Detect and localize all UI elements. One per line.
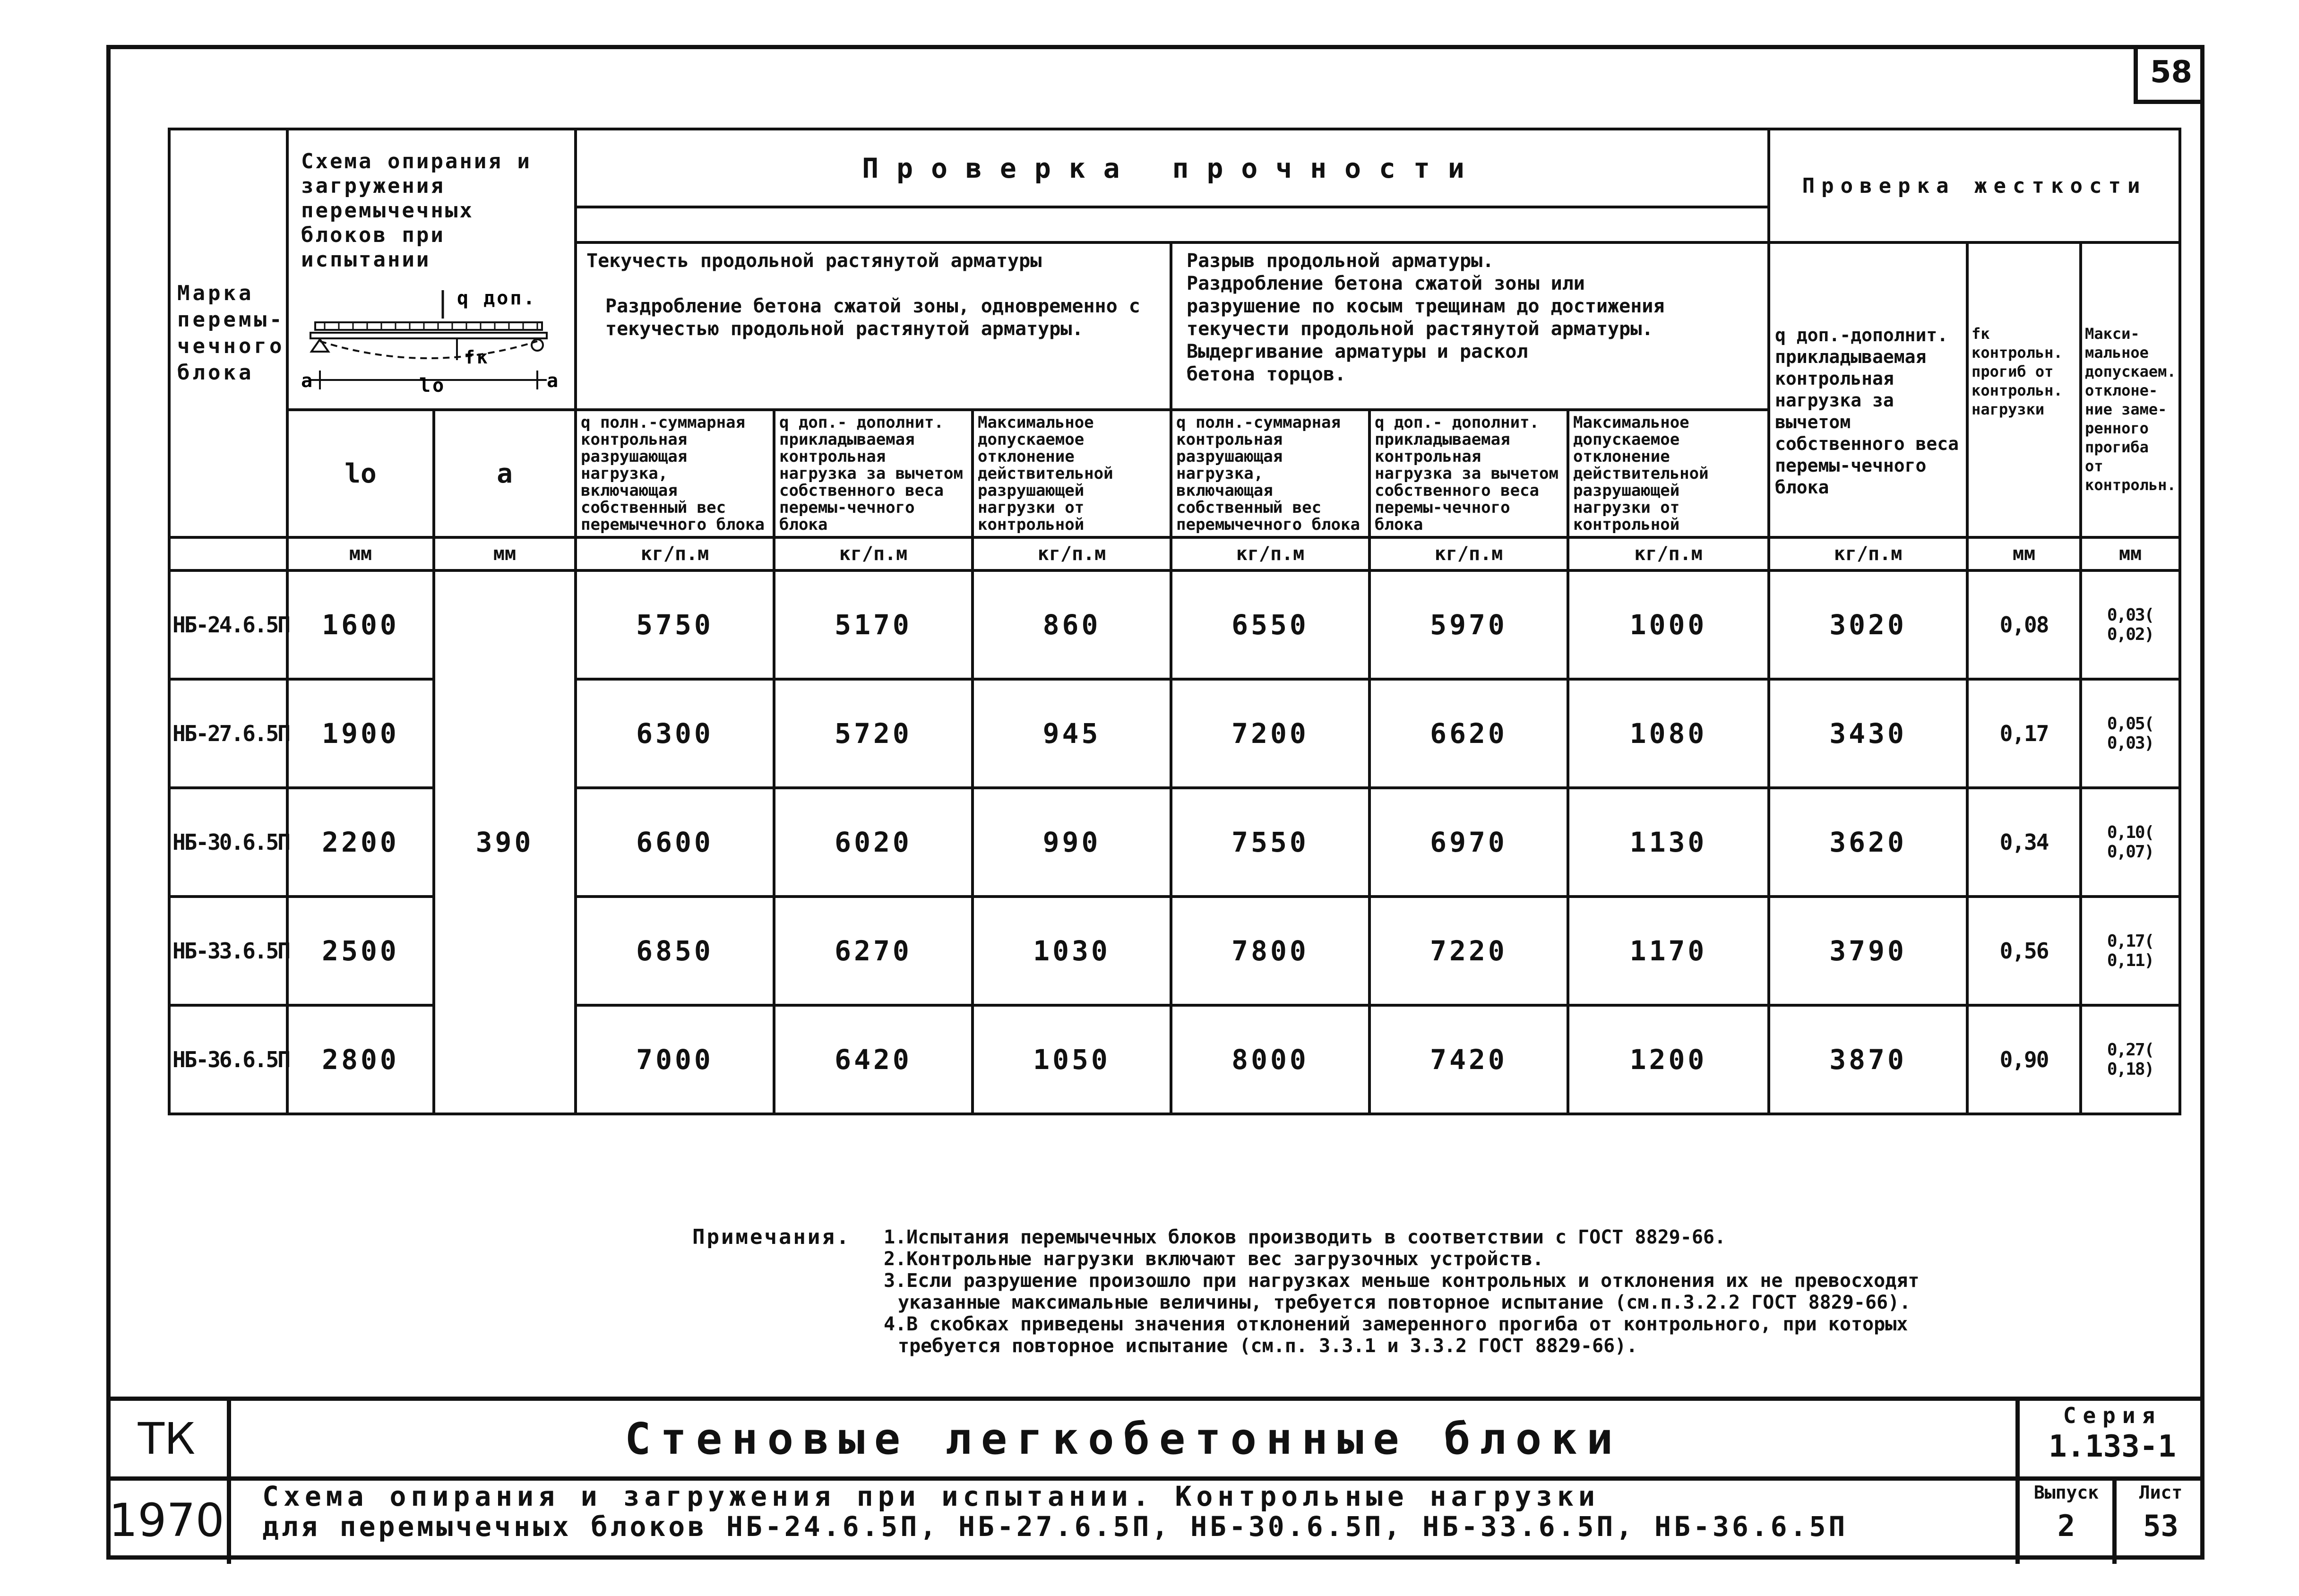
row-brand: НБ-30.6.5П xyxy=(169,788,287,897)
header-strength-spacer xyxy=(576,207,1769,242)
row-f: 0,56 xyxy=(1967,897,2081,1005)
control-loads-table xyxy=(168,128,2181,1115)
row-r1: 3620 xyxy=(1769,788,1967,897)
row-d1: 990 xyxy=(973,788,1171,897)
row-d2: 1080 xyxy=(1568,679,1769,788)
sheet-value: 53 xyxy=(2143,1509,2178,1543)
scheme-a-right: a xyxy=(547,370,560,392)
row-f: 0,17 xyxy=(1967,679,2081,788)
row-q4: 5970 xyxy=(1369,570,1568,679)
row-r1: 3870 xyxy=(1769,1005,1967,1114)
scheme-lo-label: lo xyxy=(419,375,446,397)
unit-cell: кг/п.м xyxy=(1369,537,1568,570)
row-q2: 6420 xyxy=(774,1005,973,1114)
row-q4: 6620 xyxy=(1369,679,1568,788)
row-brand: НБ-36.6.5П xyxy=(169,1005,287,1114)
title-desc-line2: для перемычечных блоков НБ-24.6.5П, НБ-27.6.5П, НБ-30.6.5П, НБ-33.6.5П, НБ-36.6.5П xyxy=(262,1510,1848,1543)
header-scheme xyxy=(287,129,576,410)
row-lo: 2500 xyxy=(287,897,434,1005)
row-r1: 3430 xyxy=(1769,679,1967,788)
header-lo: lo xyxy=(287,410,434,537)
row-f: 0,90 xyxy=(1967,1005,2081,1114)
header-rig-max: Макси-мальное допускаем. отклоне-ние заме-ренного прогиба от контрольн. xyxy=(2081,242,2180,537)
note-item: требуется повторное испытание (см.п. 3.3.1 и 3.3.2 ГОСТ 8829-66). xyxy=(898,1335,1638,1357)
row-r1: 3020 xyxy=(1769,570,1967,679)
unit-cell: мм xyxy=(2081,537,2180,570)
row-r1: 3790 xyxy=(1769,897,1967,1005)
row-q2: 6270 xyxy=(774,897,973,1005)
row-f: 0,08 xyxy=(1967,570,2081,679)
group2-line4: текучести продольной растянутой арматуры. xyxy=(1187,318,1653,340)
unit-brand xyxy=(169,537,287,570)
header-maxdev-1: Максимальное допускаемое отклонение действительной разрушающей нагрузки от контрольной xyxy=(973,410,1171,537)
header-strength: Проверка прочности xyxy=(576,129,1769,207)
header-rigidity: Проверка жесткости xyxy=(1769,129,2180,242)
title-block-divider xyxy=(227,1401,231,1564)
sheet-number: 58 xyxy=(2134,45,2204,104)
row-fd: 0,10( 0,07) xyxy=(2081,788,2180,897)
unit-cell: кг/п.м xyxy=(576,537,774,570)
row-fd: 0,17( 0,11) xyxy=(2081,897,2180,1005)
loading-scheme-diagram xyxy=(301,285,566,408)
title-block-divider xyxy=(2015,1401,2020,1564)
note-item: 1.Испытания перемычечных блоков производить в соответствии с ГОСТ 8829-66. xyxy=(884,1226,1726,1248)
header-a: a xyxy=(434,410,576,537)
row-q4: 7220 xyxy=(1369,897,1568,1005)
sheet-label: Лист xyxy=(2139,1482,2183,1503)
unit-cell: мм xyxy=(1967,537,2081,570)
issue-value: 2 xyxy=(2057,1509,2075,1543)
row-brand: НБ-24.6.5П xyxy=(169,570,287,679)
note-item: 3.Если разрушение произошло при нагрузках меньше контрольных и отклонения их не превосходят xyxy=(884,1270,1920,1292)
group2-line3: разрушение по косым трещинам до достижения xyxy=(1187,295,1665,317)
row-lo: 1900 xyxy=(287,679,434,788)
title-main: Стеновые легкобетонные блоки xyxy=(625,1413,1622,1464)
group1-body: Раздробление бетона сжатой зоны, одновременно с текучестью продольной растянутой арматуры. xyxy=(605,295,1140,340)
note-item: 2.Контрольные нагрузки включают вес загрузочных устройств. xyxy=(884,1248,1544,1270)
header-qadd-1: q доп.- дополнит. прикладываемая контрольная нагрузка за вычетом собственного веса перемы-чечного блока xyxy=(774,410,973,537)
row-q1: 7000 xyxy=(576,1005,774,1114)
row-d2: 1170 xyxy=(1568,897,1769,1005)
header-rig-f: fк контрольн. прогиб от контрольн. нагрузки xyxy=(1967,242,2081,537)
notes-list xyxy=(884,1226,2202,1357)
row-d2: 1130 xyxy=(1568,788,1769,897)
row-d2: 1200 xyxy=(1568,1005,1769,1114)
row-brand: НБ-27.6.5П xyxy=(169,679,287,788)
title-year: 1970 xyxy=(109,1493,224,1547)
title-description xyxy=(262,1481,2011,1542)
row-q3: 6550 xyxy=(1171,570,1369,679)
series-value: 1.133-1 xyxy=(2049,1429,2176,1464)
row-q2: 6020 xyxy=(774,788,973,897)
notes-label: Примечания. xyxy=(692,1225,851,1249)
unit-cell: кг/п.м xyxy=(1568,537,1769,570)
scheme-q-label: q доп. xyxy=(457,287,537,309)
units-row xyxy=(169,537,2180,570)
title-code: ТК xyxy=(138,1413,196,1464)
unit-cell: кг/п.м xyxy=(973,537,1171,570)
scheme-f-label: fк xyxy=(464,347,490,368)
row-q3: 7550 xyxy=(1171,788,1369,897)
title-desc-line1: Схема опирания и загружения при испытании. Контрольные нагрузки xyxy=(262,1480,1600,1512)
unit-cell: мм xyxy=(434,537,576,570)
header-qadd-2: q доп.- дополнит. прикладываемая контрольная нагрузка за вычетом собственного веса перемы-чечного блока xyxy=(1369,410,1568,537)
row-fd: 0,05( 0,03) xyxy=(2081,679,2180,788)
header-rig-q: q доп.-дополнит. прикладываемая контрольная нагрузка за вычетом собственного веса перемы-чечного блока xyxy=(1769,242,1967,537)
unit-cell: кг/п.м xyxy=(1769,537,1967,570)
row-q2: 5170 xyxy=(774,570,973,679)
scheme-a-left: a xyxy=(301,370,315,392)
unit-cell: кг/п.м xyxy=(774,537,973,570)
table-row xyxy=(169,570,2180,679)
group2-line6: бетона торцов. xyxy=(1187,363,1346,385)
scheme-caption: Схема опирания и загружения перемычечных блоков при испытании xyxy=(301,149,532,272)
row-d1: 945 xyxy=(973,679,1171,788)
header-qfull-1: q полн.-суммарная контрольная разрушающая нагрузка, включающая собственный вес перемычечного блока xyxy=(576,410,774,537)
header-brand: Марка перемы-чечного блока xyxy=(169,129,287,537)
issue-label: Выпуск xyxy=(2033,1482,2099,1503)
row-d1: 1030 xyxy=(973,897,1171,1005)
row-brand: НБ-33.6.5П xyxy=(169,897,287,1005)
group2-line2: Раздробление бетона сжатой зоны или xyxy=(1187,273,1585,294)
note-item: 4.В скобках приведены значения отклонений замеренного прогиба от контрольного, при которых xyxy=(884,1313,1908,1335)
row-d2: 1000 xyxy=(1568,570,1769,679)
group1-title: Текучесть продольной растянутой арматуры xyxy=(586,250,1042,272)
row-lo: 1600 xyxy=(287,570,434,679)
row-q1: 6850 xyxy=(576,897,774,1005)
group2-line1: Разрыв продольной арматуры. xyxy=(1187,250,1494,272)
row-q3: 8000 xyxy=(1171,1005,1369,1114)
row-lo: 2200 xyxy=(287,788,434,897)
header-group2 xyxy=(1171,242,1769,410)
row-q3: 7200 xyxy=(1171,679,1369,788)
title-block xyxy=(106,1397,2204,1560)
row-a: 390 xyxy=(434,570,576,1114)
row-q1: 5750 xyxy=(576,570,774,679)
table-body xyxy=(169,570,2180,1114)
group2-line5: Выдергивание арматуры и раскол xyxy=(1187,341,1528,362)
header-qfull-2: q полн.-суммарная контрольная разрушающая нагрузка, включающая собственный вес перемычечного блока xyxy=(1171,410,1369,537)
header-group1 xyxy=(576,242,1171,410)
row-d1: 1050 xyxy=(973,1005,1171,1114)
series-label: Серия xyxy=(2063,1403,2162,1428)
row-q3: 7800 xyxy=(1171,897,1369,1005)
row-fd: 0,27( 0,18) xyxy=(2081,1005,2180,1114)
row-fd: 0,03( 0,02) xyxy=(2081,570,2180,679)
row-d1: 860 xyxy=(973,570,1171,679)
row-q1: 6600 xyxy=(576,788,774,897)
row-q4: 7420 xyxy=(1369,1005,1568,1114)
row-f: 0,34 xyxy=(1967,788,2081,897)
unit-cell: кг/п.м xyxy=(1171,537,1369,570)
row-q1: 6300 xyxy=(576,679,774,788)
row-lo: 2800 xyxy=(287,1005,434,1114)
header-maxdev-2: Максимальное допускаемое отклонение действительной разрушающей нагрузки от контрольной xyxy=(1568,410,1769,537)
unit-cell: мм xyxy=(287,537,434,570)
row-q4: 6970 xyxy=(1369,788,1568,897)
note-item: указанные максимальные величины, требуется повторное испытание (см.п.3.2.2 ГОСТ 8829-66). xyxy=(898,1292,1911,1313)
row-q2: 5720 xyxy=(774,679,973,788)
title-block-divider xyxy=(2112,1476,2117,1564)
